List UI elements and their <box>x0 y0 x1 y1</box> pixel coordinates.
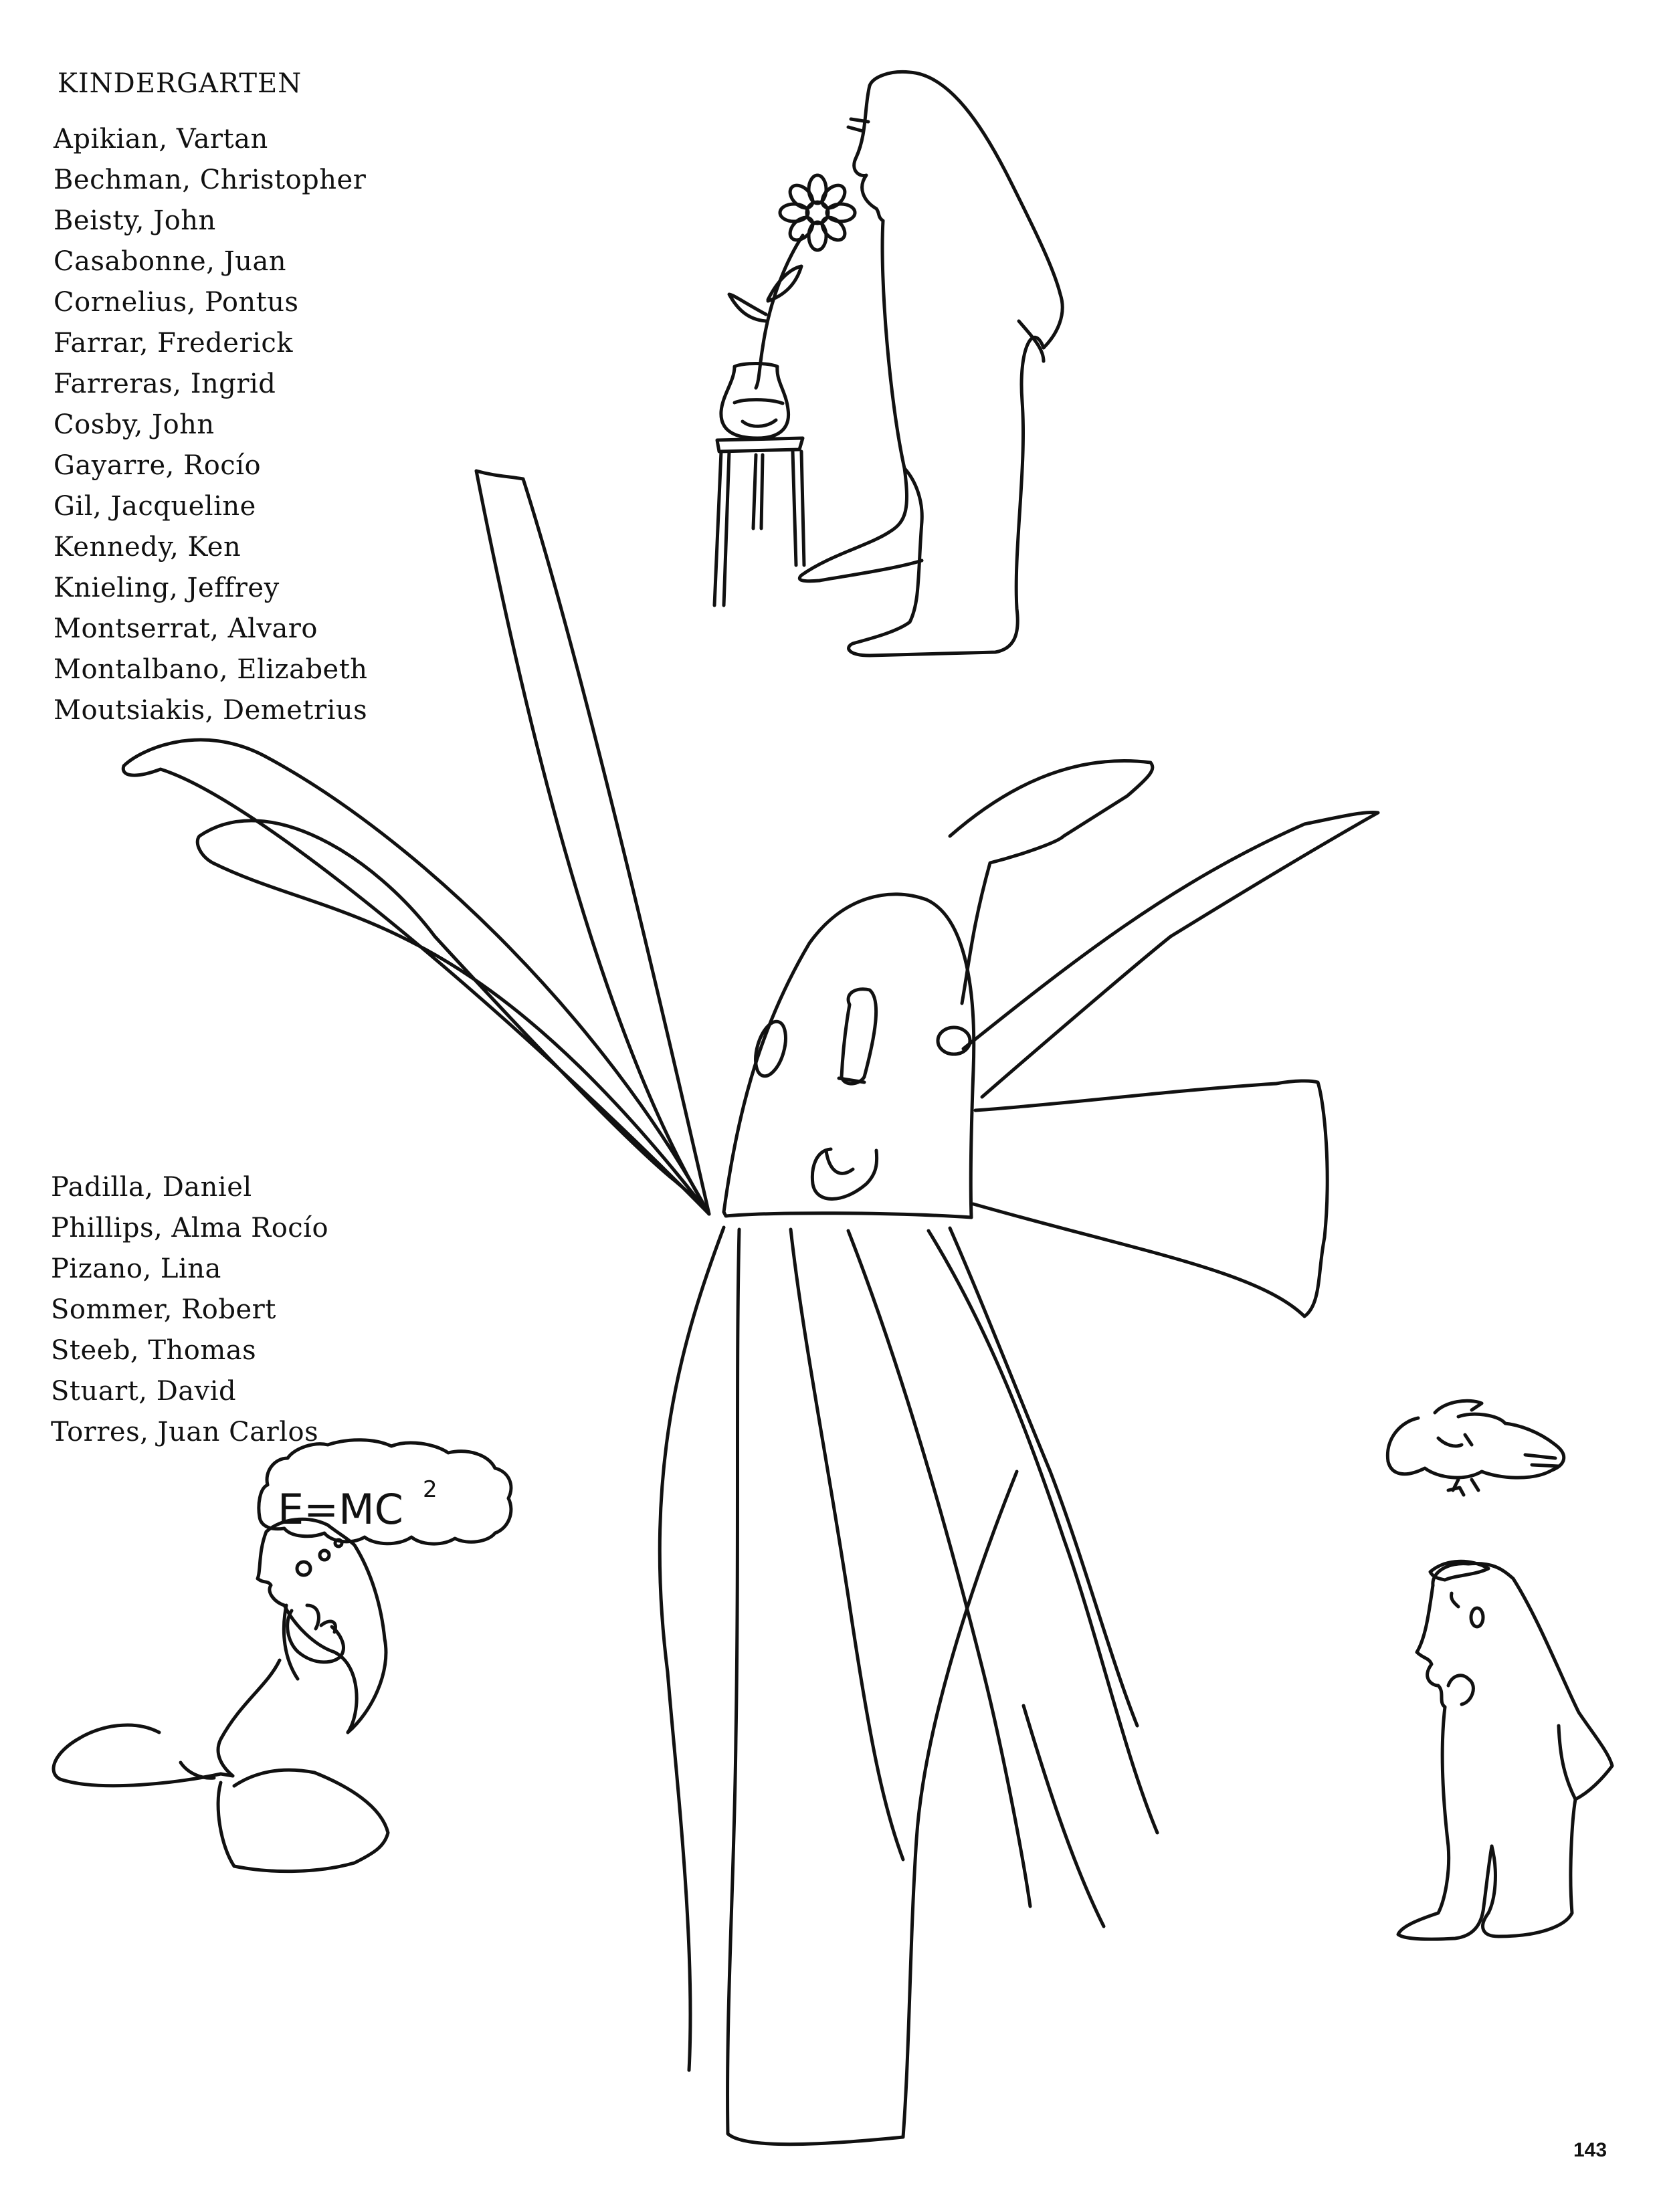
name-item: Farrar, Frederick <box>54 328 294 359</box>
leg-center-left <box>791 1229 903 1859</box>
name-item: Phillips, Alma Rocío <box>51 1213 329 1243</box>
page-number: 143 <box>1573 2139 1607 2161</box>
name-item: Cornelius, Pontus <box>54 287 299 318</box>
name-item: Montserrat, Alvaro <box>54 613 318 644</box>
name-item: Apikian, Vartan <box>54 124 268 155</box>
name-item: Gayarre, Rocío <box>54 450 262 481</box>
blade-left-upper <box>123 740 709 1214</box>
name-item: Cosby, John <box>54 409 215 440</box>
section-heading: KINDERGARTEN <box>58 68 302 99</box>
bird <box>1387 1401 1563 1495</box>
name-item: Padilla, Daniel <box>51 1172 252 1203</box>
figure-thinking <box>54 1440 511 1872</box>
name-item: Bechman, Christopher <box>54 165 367 195</box>
name-item: Pizano, Lina <box>51 1253 221 1284</box>
leg-right-outer <box>929 1231 1157 1833</box>
figure-smelling-flower <box>714 72 1062 656</box>
name-item: Knieling, Jeffrey <box>54 573 280 603</box>
name-item: Kennedy, Ken <box>54 532 241 563</box>
figure-worried <box>1398 1561 1612 1939</box>
name-item: Moutsiakis, Demetrius <box>54 695 368 726</box>
thought-bubble-superscript: 2 <box>423 1476 437 1503</box>
leg-left-inner <box>728 1229 1017 2144</box>
blade-right-lower <box>973 1081 1327 1316</box>
name-item: Casabonne, Juan <box>54 246 287 277</box>
leg-left-outer <box>660 1227 724 2070</box>
name-item: Steeb, Thomas <box>51 1335 257 1366</box>
name-item: Farreras, Ingrid <box>54 369 276 399</box>
name-item: Torres, Juan Carlos <box>51 1417 319 1447</box>
leg-center-right <box>848 1231 1030 1906</box>
name-item: Stuart, David <box>51 1376 237 1407</box>
blade-right-upper <box>950 761 1153 1003</box>
name-item: Gil, Jacqueline <box>54 491 256 522</box>
name-item: Sommer, Robert <box>51 1294 276 1325</box>
name-item: Beisty, John <box>54 205 216 236</box>
leg-right-tail <box>1023 1706 1104 1926</box>
windmill-creature <box>123 471 1378 2144</box>
name-item: Montalbano, Elizabeth <box>54 654 368 685</box>
blade-left-lower <box>197 821 709 1214</box>
thought-bubble-text: E=MC <box>278 1485 403 1534</box>
blade-right-middle <box>963 812 1378 1097</box>
